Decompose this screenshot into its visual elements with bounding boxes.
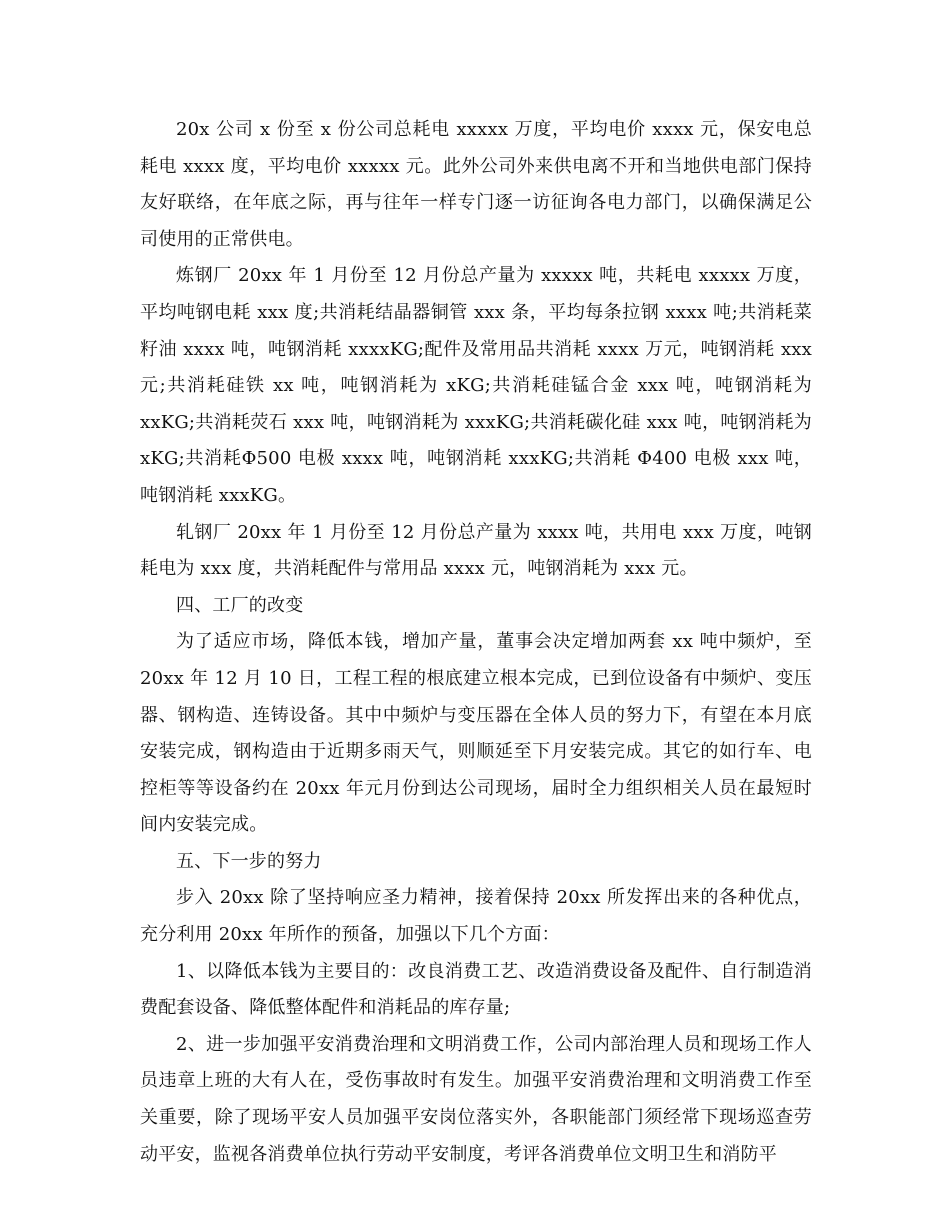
paragraph-factory-changes: 为了适应市场，降低本钱，增加产量，董事会决定增加两套 xx 吨中频炉，至 20xx 年 12 月 10 日，工程工程的根底建立根本完成，已到位设备有中频炉、变压器、钢构造、连铸设备。其中中频炉与变压器在全体人员的努力下，有望在本月底安装完成，钢构造由于近期多雨天气，则顺延至下月安装完成。其它的如行车、电控柜等等设备约在 20xx 年元月份到达公司现场，届时全力组织相关人员在最短时间内安装完成。 xyxy=(140,631,812,836)
paragraph-power-usage: 20x 公司 x 份至 x 份公司总耗电 xxxxx 万度，平均电价 xxxx 元，保安电总耗电 xxxx 度，平均电价 xxxxx 元。此外公司外来供电离不开和当地供电部门保持友好联络，在年底之际，再与往年一样专门逐一访征询各电力部门，以确保满足公司使用的正常供电。 xyxy=(140,119,812,250)
paragraph-next-step-2: 2、进一步加强平安消费治理和文明消费工作，公司内部治理人员和现场工作人员违章上班的大有人在，受伤事故时有发生。加强平安消费治理和文明消费工作至关重要，除了现场平安人员加强平安岗位落实外，各职能部门须经常下现场巡查劳动平安，监视各消费单位执行劳动平安制度，考评各消费单位文明卫生和消防平 xyxy=(140,1033,812,1165)
paragraph-rolling-mill: 轧钢厂 20xx 年 1 月份至 12 月份总产量为 xxxx 吨，共用电 xxx 万度，吨钢耗电为 xxx 度，共消耗配件与常用品 xxxx 元，吨钢消耗为 xxx 元。 xyxy=(140,521,812,580)
paragraph-next-step-1: 1、以降低本钱为主要目的：改良消费工艺、改造消费设备及配件、自行制造消费配套设备、降低整体配件和消耗品的库存量; xyxy=(140,960,812,1019)
paragraph-steelmaking-plant: 炼钢厂 20xx 年 1 月份至 12 月份总产量为 xxxxx 吨，共耗电 xxxxx 万度，平均吨钢电耗 xxx 度;共消耗结晶器铜管 xxx 条，平均每条拉钢 xxxx 吨;共消耗菜籽油 xxxx 吨，吨钢消耗 xxxxKG;配件及常用品共消耗 xxxx 万元，吨钢消耗 xxx 元;共消耗硅铁 xx 吨，吨钢消耗为 xKG;共消耗硅锰合金 xxx 吨，吨钢消耗为 xxKG;共消耗荧石 xxx 吨，吨钢消耗为 xxxKG;共消耗碳化硅 xxx 吨，吨钢消耗为 xKG;共消耗Φ500 电极 xxxx 吨，吨钢消耗 xxxKG;共消耗 Φ400 电极 xxx 吨，吨钢消耗 xxxKG。 xyxy=(140,265,812,506)
document-body xyxy=(140,112,812,1173)
section-heading-next-steps: 五、下一步的努力 xyxy=(176,850,322,872)
paragraph-next-steps-intro: 步入 20xx 除了坚持响应圣力精神，接着保持 20xx 所发挥出来的各种优点，充分利用 20xx 年所作的预备，加强以下几个方面： xyxy=(140,887,812,946)
section-heading-factory-changes: 四、工厂的改变 xyxy=(176,594,304,616)
